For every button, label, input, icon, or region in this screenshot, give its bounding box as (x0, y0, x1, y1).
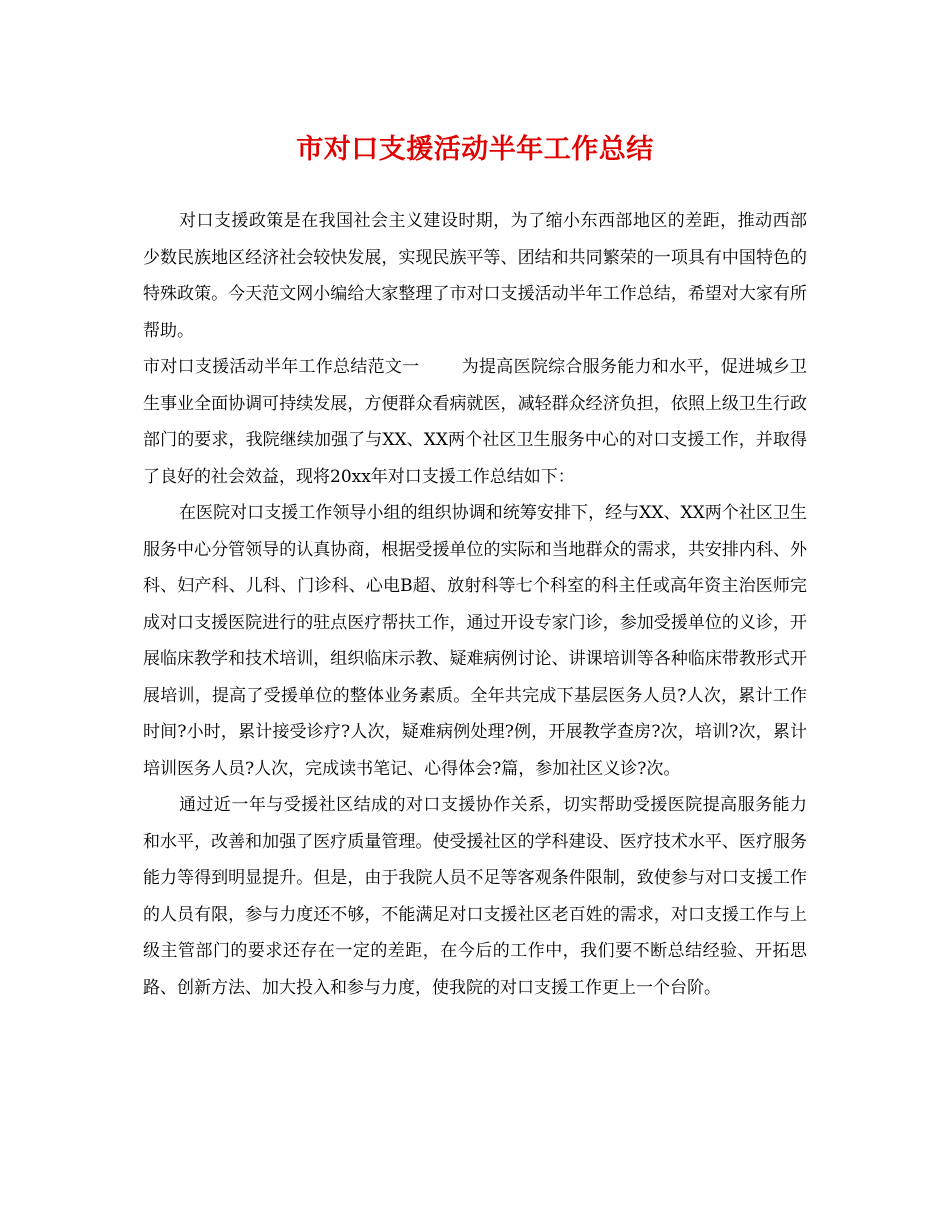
intro-paragraph: 对口支援政策是在我国社会主义建设时期，为了缩小东西部地区的差距，推动西部少数民族地区经济社会较快发展，实现民族平等、团结和共同繁荣的一项具有中国特色的特殊政策。今天范文网小编给大家整理了市对口支援活动半年工作总结，希望对大家有所帮助。 (143, 211, 807, 341)
sample-lead-text: 为提高医院综合服务能力和水平，促进城乡卫生事业全面协调可持续发展，方便群众看病就医，减轻群众经济负担，依照上级卫生行政部门的要求，我院继续加强了与XX、XX两个社区卫生服务中心的对口支援工作，并取得了良好的社会效益，现将20xx年对口支援工作总结如下： (143, 357, 808, 487)
paragraph-summary: 通过近一年与受援社区结成的对口支援协作关系，切实帮助受援医院提高服务能力和水平，改善和加强了医疗质量管理。使受援社区的学科建设、医疗技术水平、医疗服务能力等得到明显提升。但是，由于我院人员不足等客观条件限制，致使参与对口支援工作的人员有限，参与力度还不够，不能满足对口支援社区老百姓的需求，对口支援工作与上级主管部门的要求还存在一定的差距，在今后的工作中，我们要不断总结经验、开拓思路、创新方法、加大投入和参与力度，使我院的对口支援工作更上一个台阶。 (143, 795, 807, 998)
paragraph-support-work: 在医院对口支援工作领导小组的组织协调和统筹安排下，经与XX、XX两个社区卫生服务中心分管领导的认真协商，根据受援单位的实际和当地群众的需求，共安排内科、外科、妇产科、儿科、门诊科、心电B超、放射科等七个科室的科主任或高年资主治医师完成对口支援医院进行的驻点医疗帮扶工作，通过开设专家门诊，参加受援单位的义诊，开展临床教学和技术培训，组织临床示教、疑难病例讨论、讲课培训等各种临床带教形式开展培训，提高了受援单位的整体业务素质。全年共完成下基层医务人员?人次，累计工作时间?小时，累计接受诊疗?人次，疑难病例处理?例，开展教学查房?次，培训?次，累计培训医务人员?人次，完成读书笔记、心得体会?篇，参加社区义诊?次。 (143, 503, 807, 779)
sample-paragraph (143, 349, 807, 495)
sample-heading: 市对口支援活动半年工作总结范文一 (143, 357, 420, 377)
document-body (143, 203, 807, 1006)
document-title: 市对口支援活动半年工作总结 (296, 134, 654, 165)
